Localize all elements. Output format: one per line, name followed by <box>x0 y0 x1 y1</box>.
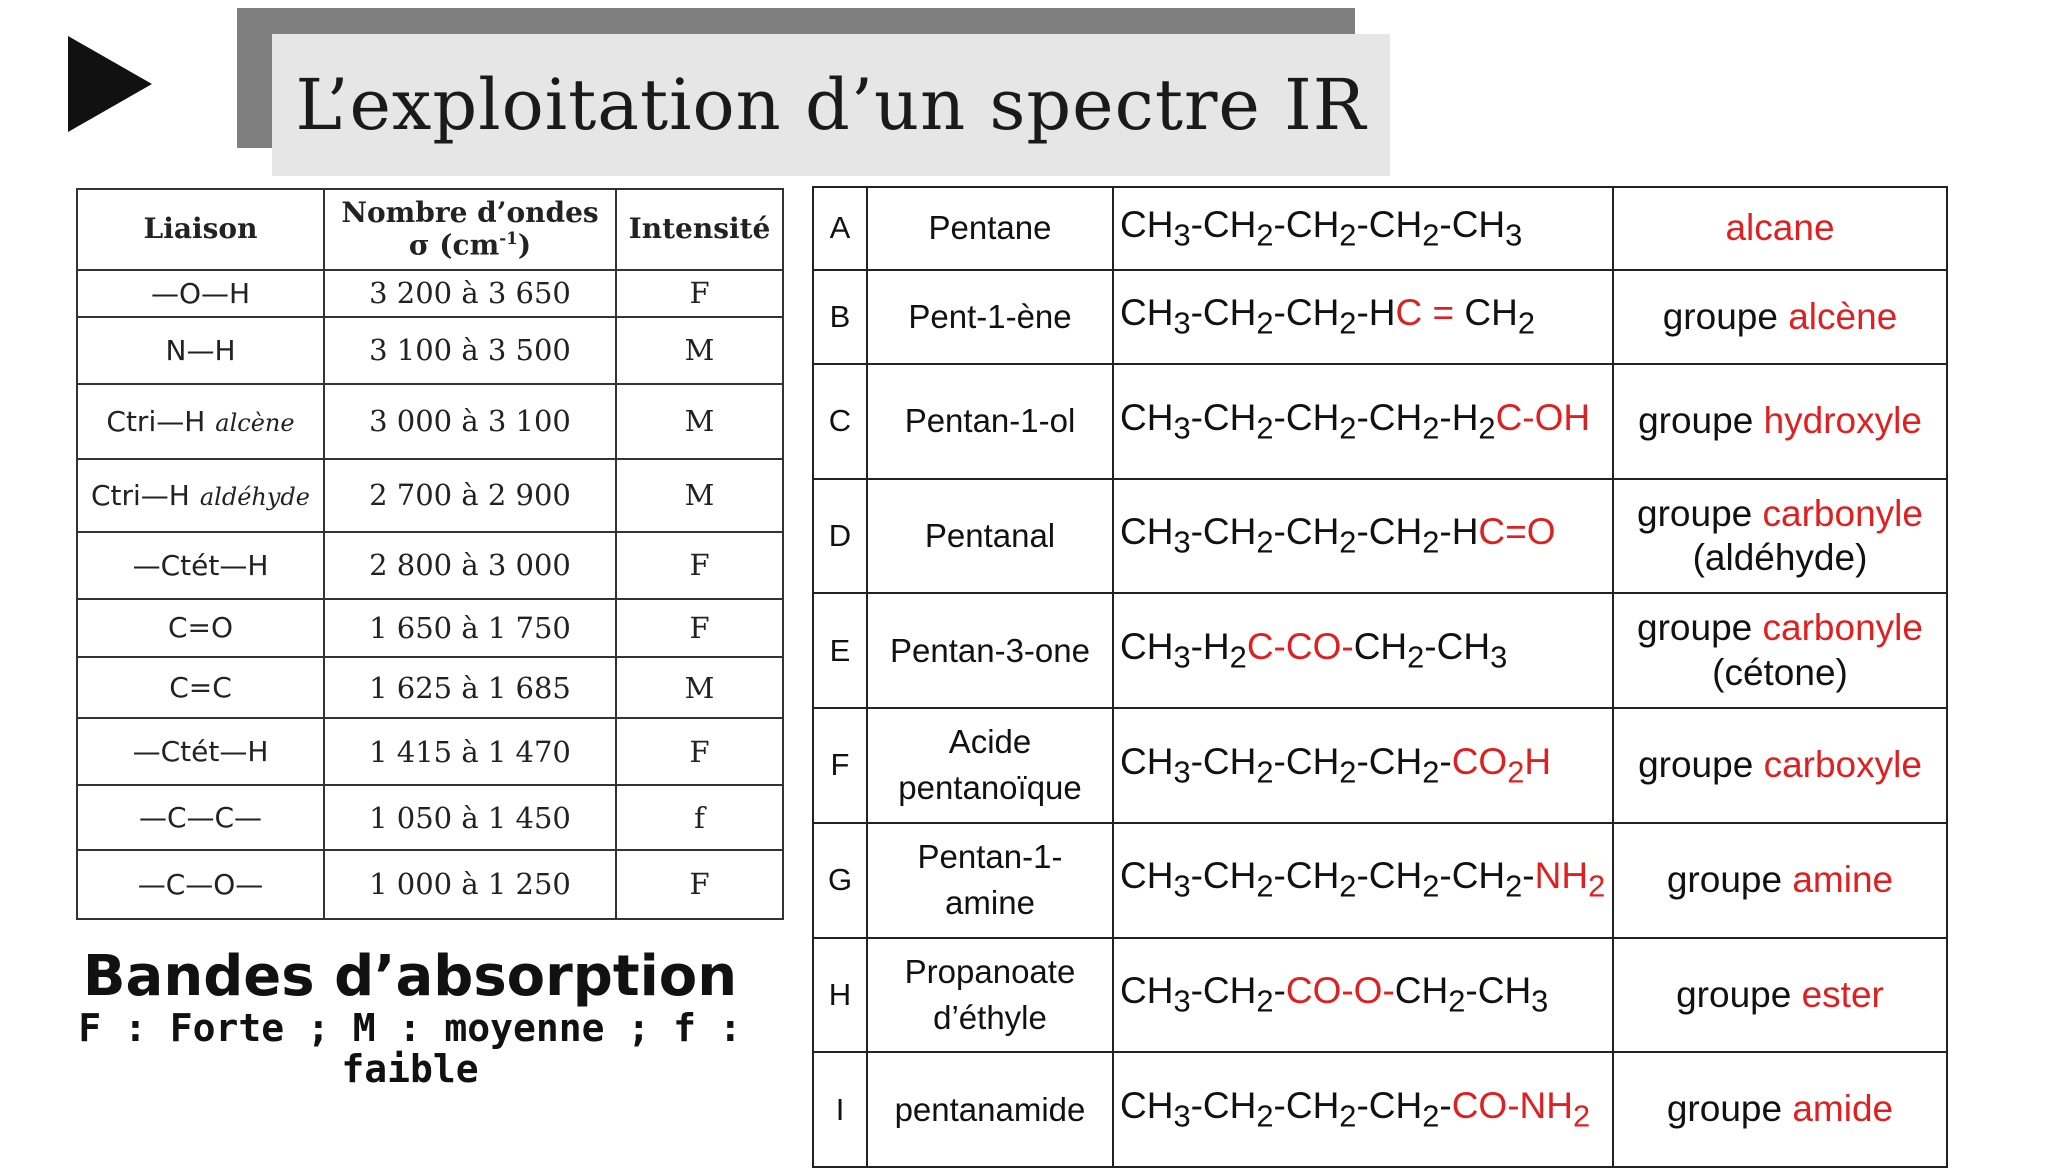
ir-row <box>77 850 783 919</box>
molecule-formula: $CH_3-CH_2-CH_2-HC = CH_2$ <box>1113 270 1613 365</box>
molecule-name: pentanamide <box>867 1052 1113 1167</box>
ir-row <box>77 317 783 384</box>
bond-cell <box>77 599 324 658</box>
functional-group: groupe ester <box>1613 938 1947 1053</box>
molecule-name: Pentan-3-one <box>867 593 1113 708</box>
intensity-cell: M <box>616 317 783 384</box>
bond-note: alcène <box>215 408 295 437</box>
molecule-name: Acide pentanoïque <box>867 708 1113 823</box>
bond-cell <box>77 785 324 850</box>
bond-formula: —Ctét—H <box>132 735 269 769</box>
molecule-letter: C <box>813 364 867 479</box>
molecule-letter: I <box>813 1052 867 1167</box>
wavenumber-cell: 1 625 à 1 685 <box>324 657 616 718</box>
molecule-letter: D <box>813 479 867 594</box>
functional-group: groupe hydroxyle <box>1613 364 1947 479</box>
ir-row <box>77 384 783 459</box>
ir-row <box>77 532 783 599</box>
functional-group: groupe carboxyle <box>1613 708 1947 823</box>
ir-row <box>77 270 783 317</box>
functional-group: groupe alcène <box>1613 270 1947 365</box>
bond-note: aldéhyde <box>199 482 310 511</box>
bond-formula: —C—O— <box>137 867 264 901</box>
intensity-cell: M <box>616 657 783 718</box>
intensity-cell: M <box>616 459 783 532</box>
functional-group: groupe amine <box>1613 823 1947 938</box>
molecule-name: Pentan-1-ol <box>867 364 1113 479</box>
molecule-letter: G <box>813 823 867 938</box>
molecule-formula: $CH_3-CH_2-CH_2-CH_2-H_2C-OH$ <box>1113 364 1613 479</box>
wavenumber-cell: 3 200 à 3 650 <box>324 270 616 317</box>
intensity-cell: F <box>616 532 783 599</box>
bond-formula: N—H <box>165 333 236 367</box>
bond-formula: —O—H <box>150 276 251 310</box>
functional-group: groupe carbonyle (cétone) <box>1613 593 1947 708</box>
bond-cell <box>77 384 324 459</box>
bond-cell <box>77 317 324 384</box>
molecule-name: Propanoate d’éthyle <box>867 938 1113 1053</box>
molecule-name: Pentanal <box>867 479 1113 594</box>
ir-header-row <box>77 189 783 270</box>
molecule-formula: $CH_3-H_2C-CO-CH_2-CH_3$ <box>1113 593 1613 708</box>
bond-formula: C=O <box>167 611 234 645</box>
page-title: L’exploitation d’un spectre IR <box>295 64 1367 146</box>
bond-cell <box>77 850 324 919</box>
molecule-row <box>813 823 1947 938</box>
molecule-letter: E <box>813 593 867 708</box>
molecule-formula: $CH_3-CH_2-CH_2-CH_2-CO_2H$ <box>1113 708 1613 823</box>
molecule-name: Pentan-1-amine <box>867 823 1113 938</box>
molecule-name: Pentane <box>867 187 1113 270</box>
wavenumber-cell: 1 050 à 1 450 <box>324 785 616 850</box>
ir-row <box>77 599 783 658</box>
molecule-row <box>813 270 1947 365</box>
molecule-formula: $CH_3-CH_2-CH_2-CH_2-CO-NH_2$ <box>1113 1052 1613 1167</box>
wavenumber-cell: 3 000 à 3 100 <box>324 384 616 459</box>
wavenumber-cell: 2 700 à 2 900 <box>324 459 616 532</box>
molecule-formula: $CH_3-CH_2-CH_2-CH_2-CH_3$ <box>1113 187 1613 270</box>
molecule-row <box>813 364 1947 479</box>
legend <box>40 946 780 1091</box>
ir-absorption-table <box>76 188 784 920</box>
bond-formula: Ctri—H <box>90 478 190 512</box>
wavenumber-cell: 2 800 à 3 000 <box>324 532 616 599</box>
molecule-row <box>813 593 1947 708</box>
header-intensity: Intensité <box>616 189 783 270</box>
molecule-letter: H <box>813 938 867 1053</box>
ir-row <box>77 785 783 850</box>
molecule-row <box>813 479 1947 594</box>
bond-formula: —C—C— <box>138 801 263 835</box>
molecule-row <box>813 938 1947 1053</box>
header-bond: Liaison <box>77 189 324 270</box>
bond-formula: —Ctét—H <box>132 548 269 582</box>
wavenumber-cell: 1 415 à 1 470 <box>324 718 616 785</box>
molecule-letter: B <box>813 270 867 365</box>
wavenumber-cell: 3 100 à 3 500 <box>324 317 616 384</box>
bond-cell <box>77 718 324 785</box>
intensity-cell: f <box>616 785 783 850</box>
ir-row <box>77 459 783 532</box>
functional-group: alcane <box>1613 187 1947 270</box>
intensity-cell: F <box>616 599 783 658</box>
header-wavenumber: Nombre d’ondes σ $(cm^{-1})$ <box>324 189 616 270</box>
bond-cell <box>77 657 324 718</box>
intensity-cell: F <box>616 270 783 317</box>
intensity-cell: M <box>616 384 783 459</box>
molecule-letter: F <box>813 708 867 823</box>
ir-row <box>77 657 783 718</box>
bond-cell <box>77 270 324 317</box>
molecule-letter: A <box>813 187 867 270</box>
molecule-formula: $CH_3-CH_2-CH_2-CH_2-HC=O$ <box>1113 479 1613 594</box>
wavenumber-cell: 1 000 à 1 250 <box>324 850 616 919</box>
molecule-row <box>813 708 1947 823</box>
title-banner <box>272 34 1390 176</box>
molecule-formula: $CH_3-CH_2-CH_2-CH_2-CH_2-NH_2$ <box>1113 823 1613 938</box>
molecule-name: Pent-1-ène <box>867 270 1113 365</box>
bond-formula: C=C <box>169 671 232 705</box>
molecule-table <box>812 186 1948 1168</box>
play-icon[interactable] <box>68 36 152 132</box>
bond-cell <box>77 459 324 532</box>
bond-formula: Ctri—H <box>106 404 206 438</box>
functional-group: groupe carbonyle (aldéhyde) <box>1613 479 1947 594</box>
wavenumber-cell: 1 650 à 1 750 <box>324 599 616 658</box>
intensity-cell: F <box>616 850 783 919</box>
legend-title: Bandes d’absorption <box>82 944 738 1009</box>
molecule-formula: $CH_3-CH_2-CO-O-CH_2-CH_3$ <box>1113 938 1613 1053</box>
intensity-cell: F <box>616 718 783 785</box>
molecule-row <box>813 1052 1947 1167</box>
molecule-row <box>813 187 1947 270</box>
ir-row <box>77 718 783 785</box>
legend-key: F : Forte ; M : moyenne ; f : faible <box>78 1005 742 1092</box>
bond-cell <box>77 532 324 599</box>
functional-group: groupe amide <box>1613 1052 1947 1167</box>
